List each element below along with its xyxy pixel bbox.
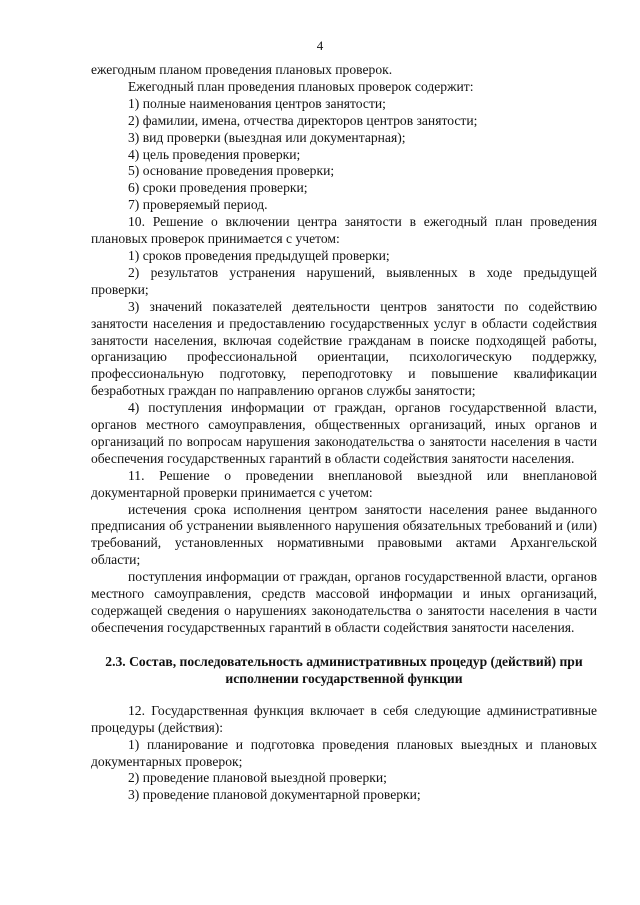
paragraph: 3) проведение плановой документарной проверки; [128, 787, 421, 803]
paragraph: поступления информации от граждан, органов государственной власти, органов местного самоуправления, средств массовой информации и иных организаций, содержащей сведения о нарушениях законодательства о занятости населения в части обеспечения государственных гарантий в области содействия занятости населения. [91, 569, 597, 635]
paragraph: ежегодным планом проведения плановых проверок. [91, 62, 393, 77]
paragraph: 2) результатов устранения нарушений, выявленных в ходе предыдущей проверки; [91, 264, 597, 297]
paragraph: 1) планирование и подготовка проведения плановых выездных и плановых документарных проверок; [91, 736, 597, 769]
paragraph-group-procedures [91, 703, 597, 804]
section-heading: 2.3. Состав, последовательность административных процедур (действий) при исполнении государственной функции [105, 653, 583, 686]
paragraph: 3) значений показателей деятельности центров занятости по содействию занятости населения и предоставлению государственных услуг в области содействия занятости населения, включая содействие гражданам в поиске подходящей работы, организацию профессиональной ориентации, психологическую поддержку, профессиональную подготовку, переподготовку и повышение квалификации безработных граждан по направлению органов службы занятости; [91, 298, 597, 399]
paragraph: 5) основание проведения проверки; [128, 163, 335, 179]
paragraph: 10. Решение о включении центра занятости в ежегодный план проведения плановых проверок принимается с учетом: [91, 214, 597, 247]
paragraph: 4) поступления информации от граждан, органов государственной власти, органов местного самоуправления, общественных организаций, иных органов и организаций по вопросам нарушения законодательства о занятости населения в части обеспечения государственных гарантий в области содействия занятости населения. [91, 400, 597, 466]
paragraph: 6) сроки проведения проверки; [128, 180, 308, 196]
paragraph: 4) цель проведения проверки; [128, 146, 301, 162]
paragraph: 3) вид проверки (выездная или документарная); [128, 129, 406, 145]
paragraph: 1) сроков проведения предыдущей проверки; [128, 247, 390, 263]
paragraph: 12. Государственная функция включает в себя следующие административные процедуры (действия): [91, 702, 597, 735]
paragraph: Ежегодный план проведения плановых проверок содержит: [128, 78, 474, 94]
paragraph-group-inspection-planning [91, 62, 597, 637]
paragraph: 2) проведение плановой выездной проверки; [128, 770, 387, 786]
paragraph: 11. Решение о проведении внеплановой выездной или внеплановой документарной проверки принимается с учетом: [91, 467, 597, 500]
page-number: 4 [316, 38, 324, 53]
paragraph: 7) проверяемый период. [128, 197, 268, 213]
document-body [91, 62, 597, 804]
paragraph: 2) фамилии, имена, отчества директоров центров занятости; [128, 112, 478, 128]
paragraph: 1) полные наименования центров занятости; [128, 95, 386, 111]
paragraph: истечения срока исполнения центром занятости населения ранее выданного предписания об устранении выявленного нарушения обязательных требований и (или) требований, установленных нормативными правовыми актами Архангельской области; [91, 501, 597, 568]
